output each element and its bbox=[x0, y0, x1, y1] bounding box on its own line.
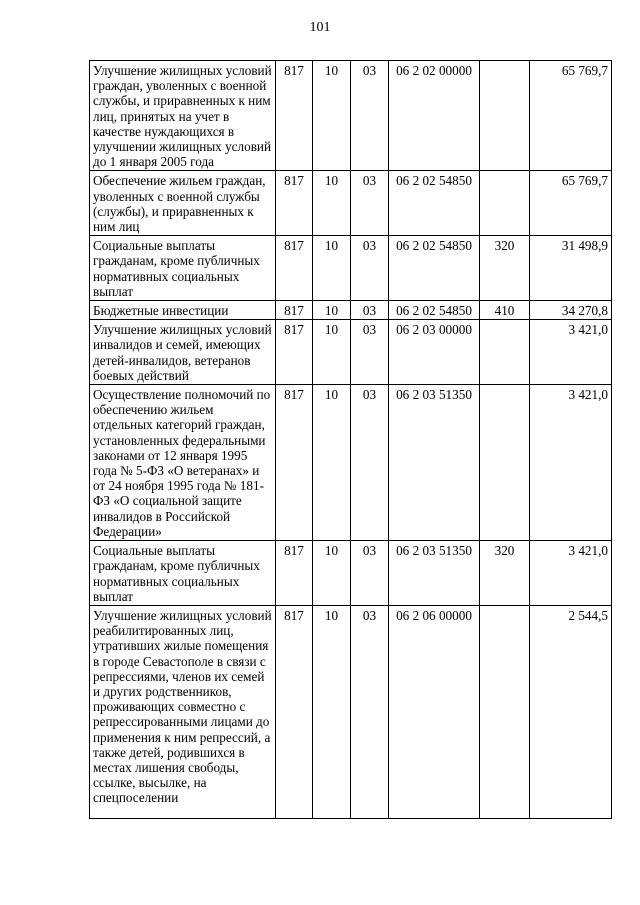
row-section: 10 bbox=[313, 385, 351, 541]
row-amount: 2 544,5 bbox=[530, 605, 612, 818]
row-expense-type: 320 bbox=[480, 541, 530, 606]
row-amount: 31 498,9 bbox=[530, 236, 612, 301]
row-amount: 34 270,8 bbox=[530, 301, 612, 320]
row-expense-type: 320 bbox=[480, 236, 530, 301]
table-row bbox=[90, 605, 612, 818]
row-ministry: 817 bbox=[276, 61, 313, 171]
row-target-code: 06 2 02 54850 bbox=[389, 301, 480, 320]
row-amount: 65 769,7 bbox=[530, 61, 612, 171]
table-row bbox=[90, 171, 612, 236]
row-expense-type: 410 bbox=[480, 301, 530, 320]
row-name: Осуществление полномочий по обеспечению жильем отдельных категорий граждан, установленных федеральными законами от 12 января 1995 года № 5-ФЗ «О ветеранах» и от 24 ноября 1995 года № 181-ФЗ «О социальной защите инвалидов в Российской Федерации» bbox=[90, 385, 276, 541]
row-name: Улучшение жилищных условий реабилитированных лиц, утративших жилые помещения в городе Севастополе в связи с репрессиями, членов их семей и других родственников, проживающих совместно с репрессированными лицами до применения к ним репрессий, а также детей, родившихся в местах лишения свободы, ссылке, высылке, на спецпоселении bbox=[90, 605, 276, 818]
row-subsection: 03 bbox=[351, 236, 389, 301]
row-subsection: 03 bbox=[351, 61, 389, 171]
row-subsection: 03 bbox=[351, 320, 389, 385]
row-section: 10 bbox=[313, 301, 351, 320]
row-expense-type bbox=[480, 605, 530, 818]
page-number: 101 bbox=[309, 20, 331, 35]
row-expense-type bbox=[480, 320, 530, 385]
table-row bbox=[90, 541, 612, 606]
row-amount: 3 421,0 bbox=[530, 320, 612, 385]
row-section: 10 bbox=[313, 320, 351, 385]
table-row bbox=[90, 320, 612, 385]
row-amount: 65 769,7 bbox=[530, 171, 612, 236]
row-name: Социальные выплаты гражданам, кроме публичных нормативных социальных выплат bbox=[90, 236, 276, 301]
table-row bbox=[90, 236, 612, 301]
table-row bbox=[90, 61, 612, 171]
row-amount: 3 421,0 bbox=[530, 385, 612, 541]
row-section: 10 bbox=[313, 605, 351, 818]
row-subsection: 03 bbox=[351, 605, 389, 818]
row-target-code: 06 2 02 54850 bbox=[389, 236, 480, 301]
row-ministry: 817 bbox=[276, 385, 313, 541]
table-row bbox=[90, 301, 612, 320]
row-name: Улучшение жилищных условий граждан, уволенных с военной службы, и приравненных к ним лиц, принятых на учет в качестве нуждающихся в улучшении жилищных условий до 1 января 2005 года bbox=[90, 61, 276, 171]
row-subsection: 03 bbox=[351, 171, 389, 236]
row-ministry: 817 bbox=[276, 320, 313, 385]
row-amount: 3 421,0 bbox=[530, 541, 612, 606]
row-target-code: 06 2 06 00000 bbox=[389, 605, 480, 818]
row-target-code: 06 2 03 00000 bbox=[389, 320, 480, 385]
row-name: Улучшение жилищных условий инвалидов и семей, имеющих детей-инвалидов, ветеранов боевых действий bbox=[90, 320, 276, 385]
row-target-code: 06 2 02 54850 bbox=[389, 171, 480, 236]
row-section: 10 bbox=[313, 171, 351, 236]
row-ministry: 817 bbox=[276, 541, 313, 606]
row-ministry: 817 bbox=[276, 236, 313, 301]
row-ministry: 817 bbox=[276, 605, 313, 818]
row-subsection: 03 bbox=[351, 541, 389, 606]
row-subsection: 03 bbox=[351, 301, 389, 320]
row-target-code: 06 2 03 51350 bbox=[389, 541, 480, 606]
row-section: 10 bbox=[313, 236, 351, 301]
budget-table bbox=[89, 60, 612, 819]
row-name: Бюджетные инвестиции bbox=[90, 301, 276, 320]
row-target-code: 06 2 03 51350 bbox=[389, 385, 480, 541]
row-ministry: 817 bbox=[276, 301, 313, 320]
row-expense-type bbox=[480, 61, 530, 171]
row-section: 10 bbox=[313, 61, 351, 171]
row-section: 10 bbox=[313, 541, 351, 606]
row-name: Социальные выплаты гражданам, кроме публичных нормативных социальных выплат bbox=[90, 541, 276, 606]
row-target-code: 06 2 02 00000 bbox=[389, 61, 480, 171]
row-ministry: 817 bbox=[276, 171, 313, 236]
row-name: Обеспечение жильем граждан, уволенных с военной службы (службы), и приравненных к ним лиц bbox=[90, 171, 276, 236]
row-expense-type bbox=[480, 385, 530, 541]
table-row bbox=[90, 385, 612, 541]
row-expense-type bbox=[480, 171, 530, 236]
row-subsection: 03 bbox=[351, 385, 389, 541]
